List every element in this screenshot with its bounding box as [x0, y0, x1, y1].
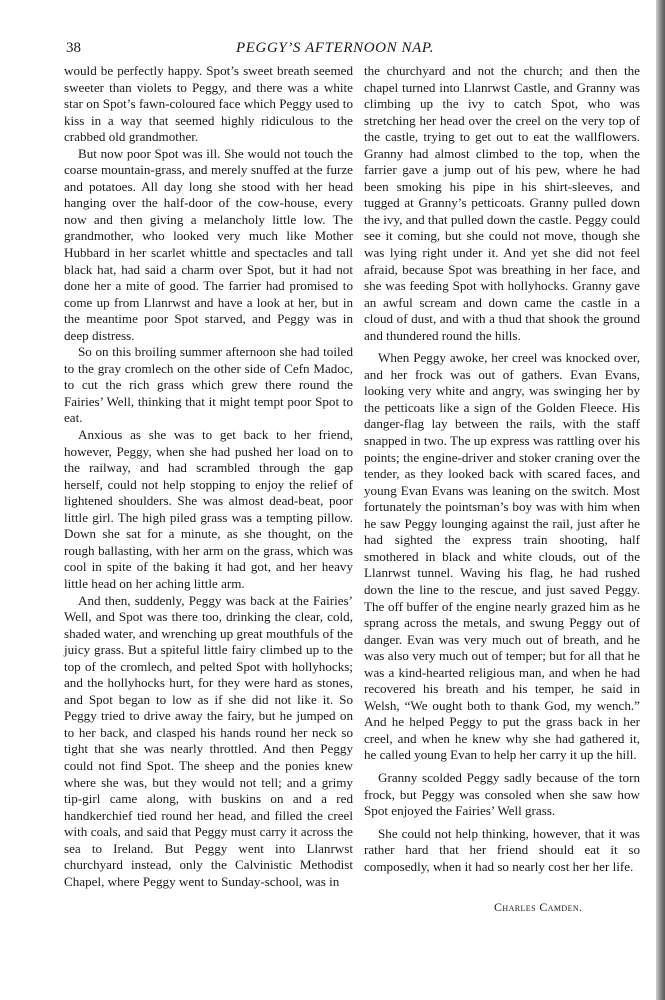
author-signature: [494, 900, 582, 915]
paragraph: So on this broiling summer afternoon she had toiled to the gray cromlech on the other side of Cefn Madoc, to cut the rich grass which grew there round the Fairies’ Well, thinking that it might tempt poor Spot to eat.: [64, 344, 353, 426]
author-last-name: Camden.: [539, 900, 583, 914]
paragraph: But now poor Spot was ill. She would not touch the coarse mountain-grass, and merely snuffed at the furze and potatoes. All day long she stood with her head hanging over the half-door of the cow-house, every now and then giving a melancholy little low. The grandmother, who looked very much like Mother Hubbard in her scarlet whittle and spectacles and tall black hat, had said a charm over Spot, but it had not done her a mite of good. The farrier had promised to come up from Llanrwst and have a look at her, but in the meantime poor Spot starved, and Peggy was in deep distress.: [64, 145, 353, 343]
running-title: PEGGY’S AFTERNOON NAP.: [236, 40, 435, 56]
left-column: [64, 63, 353, 890]
right-column: [364, 63, 640, 875]
paragraph: the churchyard and not the church; and then the chapel turned into Llanrwst Castle, and Granny was climbing up the ivy to catch Spot, who was stretching her head over the creel on the very top of the castle, trying to get out to eat the wallflowers. Granny had almost climbed to the top, when the farrier gave a jump out of his pew, where he had been smoking his pipe in his shirt-sleeves, and tugged at Granny’s petticoats. Granny pulled down the ivy, and that pulled down the castle. Peggy could see it coming, but she could not move, though she was lying right under it. And yet she did not feel afraid, because Spot was breathing in her face, and she was feeding Spot with hollyhocks. Granny gave an awful scream and down came the castle in a cloud of dust, and with a thud that shook the ground and thundered round the hills.: [364, 63, 640, 343]
page-edge: [656, 0, 665, 1000]
paragraph: would be perfectly happy. Spot’s sweet breath seemed sweeter than violets to Peggy, and there was a white star on Spot’s fawn-coloured face which Peggy used to kiss in a way that seemed highly ridiculous to the crabbed old grandmother.: [64, 63, 353, 145]
paragraph: When Peggy awoke, her creel was knocked over, and her frock was out of gathers. Evan Evans, looking very white and angry, was swinging her by the petticoats like a sign of the Golden Fleece. His danger-flag lay between the rails, with the staff snapped in two. The up express was rattling over his points; the engine-driver and stoker craning over the tender, as they looked back with scared faces, and young Evan Evans was leaning on the switch. Most fortunately the pointsman’s boy was with him when he saw Peggy lounging against the rail, just after he had sighted the express train shooting, half smothered in black and white clouds, out of the Llanrwst tunnel. Waving his flag, he had rushed down the line to the rescue, and just saved Peggy. The off buffer of the engine nearly grazed him as he sprang across the metals, and swung Peggy out of danger. Evan was very much out of breath, and he was also very much out of temper; but for all that he was a kind-hearted religious man, and when he had recovered his breath and his temper, he said in Welsh, “We ought both to thank God, my wench.” And he helped Peggy to put the grass back in her creel, and when he knew why she had gathered it, he called young Evan to help her carry it up the hill.: [364, 350, 640, 763]
paragraph: She could not help thinking, however, that it was rather hard that her friend should eat it so composedly, when it had so nearly cost her her life.: [364, 825, 640, 874]
page-number: 38: [66, 40, 81, 56]
paragraph: And then, suddenly, Peggy was back at the Fairies’ Well, and Spot was there too, drinking the clear, cold, shaded water, and wrenching up great mouthfuls of the juicy grass. But a spiteful little fairy climbed up to the top of the cromlech, and pelted Spot with hollyhocks; and the hollyhocks hurt, for they were hard as stones, and Spot began to low as if she did not like it. So Peggy tried to drive away the fairy, but he jumped on to her back, and clasped his hands round her neck so tight that she was nearly throttled. And then Peggy could not find Spot. The sheep and the ponies knew where she was, but they would not tell; and a grimy tip-girl came along, with buskins on and a red handkerchief tied round her head, and filled the creel with coals, and said that Peggy must carry it across the sea to Ireland. But Peggy went into Llanrwst churchyard instead, only the Calvinistic Methodist Chapel, where Peggy went to Sunday-school, was in: [64, 592, 353, 889]
paragraph: Anxious as she was to get back to her friend, however, Peggy, when she had pushed her load on to the railway, and had scrambled through the gap herself, could not help stopping to enjoy the relief of lightened shoulders. She was almost dead-beat, poor little girl. The high piled grass was a tempting pillow. Down she sat for a minute, as she thought, on the rough ballasting, with her arm on the grass, which was cool in spite of the baking it had got, and her heavy little head on her aching little arm.: [64, 427, 353, 591]
author-first-name: Charles: [494, 900, 536, 914]
paragraph: Granny scolded Peggy sadly because of the torn frock, but Peggy was consoled when she saw how Spot enjoyed the Fairies’ Well grass.: [364, 769, 640, 819]
